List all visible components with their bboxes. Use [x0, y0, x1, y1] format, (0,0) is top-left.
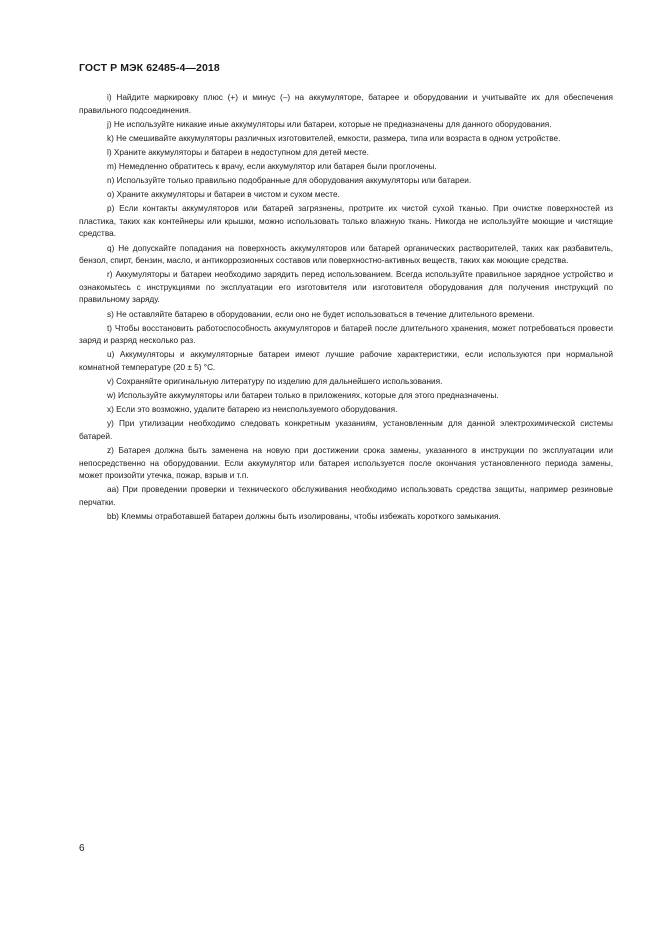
list-item: i) Найдите маркировку плюс (+) и минус (–) на аккумуляторе, батарее и оборудовании и учитывайте их для обеспечения правильного подсоединения.: [79, 93, 613, 115]
list-item: s) Не оставляйте батарею в оборудовании, если оно не будет использоваться в течение длительного времени.: [107, 309, 535, 319]
list-item: k) Не смешивайте аккумуляторы различных изготовителей, емкости, размера, типа или возраста в одном устройстве.: [107, 133, 561, 143]
list-item: t) Чтобы восстановить работоспособность аккумуляторов и батарей после длительного хранения, может потребоваться провести заряд и разряд несколько раз.: [79, 323, 613, 346]
page-number: 6: [79, 843, 85, 854]
list-item: w) Используйте аккумуляторы или батареи только в приложениях, которые для этого предназначены.: [107, 391, 499, 401]
list-item: z) Батарея должна быть заменена на новую при достижении срока замены, указанного в инструкции по эксплуатации или непосредственно на оборудовании. Если аккумулятор или батарея используется после окончания установленного периода замены, может произойти утечка, пожар, взрыв и т.п.: [79, 445, 613, 481]
document-header: ГОСТ Р МЭК 62485-4—2018: [79, 62, 220, 74]
list-item: аа) При проведении проверки и технического обслуживания необходимо использовать средства защиты, например резиновые перчатки.: [79, 485, 613, 507]
list-item: m) Немедленно обратитесь к врачу, если аккумулятор или батарея были проглочены.: [107, 161, 437, 171]
list-item: r) Аккумуляторы и батареи необходимо зарядить перед использованием. Всегда используйте правильное зарядное устройство и ознакомьтесь с инструкциями по эксплуатации его изготовителя или изготовителя оборудования для получения инструкций по правильному заряду.: [79, 270, 613, 305]
list-item: v) Сохраняйте оригинальную литературу по изделию для дальнейшего использования.: [107, 376, 443, 386]
list-item: o) Храните аккумуляторы и батареи в чистом и сухом месте.: [107, 190, 340, 200]
list-item: x) Если это возможно, удалите батарею из неиспользуемого оборудования.: [107, 405, 398, 415]
list-item: u) Аккумуляторы и аккумуляторные батареи имеют лучшие рабочие характеристики, если используются при нормальной комнатной температуре (20 ± 5) °С.: [79, 350, 613, 372]
list-item: l) Храните аккумуляторы и батареи в недоступном для детей месте.: [107, 147, 369, 157]
list-item: q) Не допускайте попадания на поверхность аккумуляторов или батарей органических растворителей, таких как разбавитель, бензол, спирт, бензин, масло, и антикоррозионных составов или поверхностно-активных веществ, таких как моющие средства.: [79, 243, 613, 266]
instruction-list: [79, 92, 613, 525]
list-item: j) Не используйте никакие иные аккумуляторы или батареи, которые не предназначены для данного оборудования.: [107, 119, 552, 129]
list-item: bb) Клеммы отработавшей батареи должны быть изолированы, чтобы избежать короткого замыкания.: [107, 511, 501, 521]
list-item: y) При утилизации необходимо следовать конкретным указаниям, установленным для данной электрохимической системы батарей.: [79, 419, 613, 441]
list-item: p) Если контакты аккумуляторов или батарей загрязнены, протрите их чистой сухой тканью. При очистке поверхностей из пластика, таких как контейнеры или крышки, можно использовать только влажную ткань. Никогда не используйте моющие и чистящие средства.: [79, 204, 613, 239]
list-item: n) Используйте только правильно подобранные для оборудования аккумуляторы или батареи.: [107, 176, 472, 186]
